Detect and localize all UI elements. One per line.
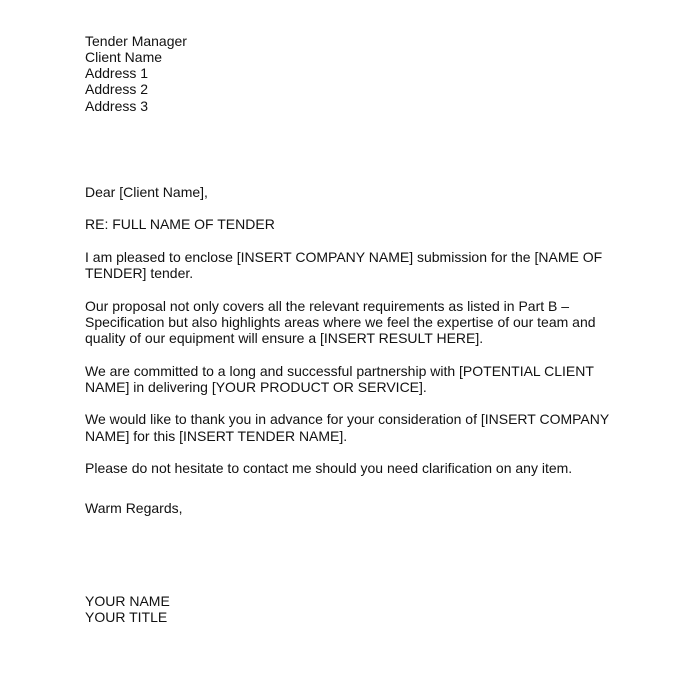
recipient-line: Address 1	[85, 65, 149, 81]
paragraph-line: quality of our equipment will ensure a [INSERT RESULT HERE].	[85, 330, 484, 346]
paragraph-line: NAME] for this [INSERT TENDER NAME].	[85, 428, 348, 444]
recipient-line: Client Name	[85, 49, 163, 65]
signature-title: YOUR TITLE	[85, 609, 168, 625]
paragraph-line: Please do not hesitate to contact me should you need clarification on any item.	[85, 460, 573, 476]
subject-line: RE: FULL NAME OF TENDER	[85, 216, 275, 232]
paragraph-line: TENDER] tender.	[85, 265, 194, 281]
recipient-line: Address 2	[85, 81, 149, 97]
paragraph-line: We are committed to a long and successful partnership with [POTENTIAL CLIENT	[85, 363, 594, 379]
paragraph-line: I am pleased to enclose [INSERT COMPANY NAME] submission for the [NAME OF	[85, 249, 603, 265]
paragraph-line: We would like to thank you in advance for your consideration of [INSERT COMPANY	[85, 411, 610, 427]
closing: Warm Regards,	[85, 500, 183, 516]
recipient-line: Tender Manager	[85, 33, 187, 49]
salutation: Dear [Client Name],	[85, 184, 208, 200]
paragraph-line: NAME] in delivering [YOUR PRODUCT OR SERVICE].	[85, 379, 427, 395]
signature-name: YOUR NAME	[85, 593, 170, 609]
recipient-line: Address 3	[85, 98, 149, 114]
paragraph-line: Specification but also highlights areas where we feel the expertise of our team and	[85, 314, 596, 330]
paragraph-line: Our proposal not only covers all the relevant requirements as listed in Part B –	[85, 298, 570, 314]
